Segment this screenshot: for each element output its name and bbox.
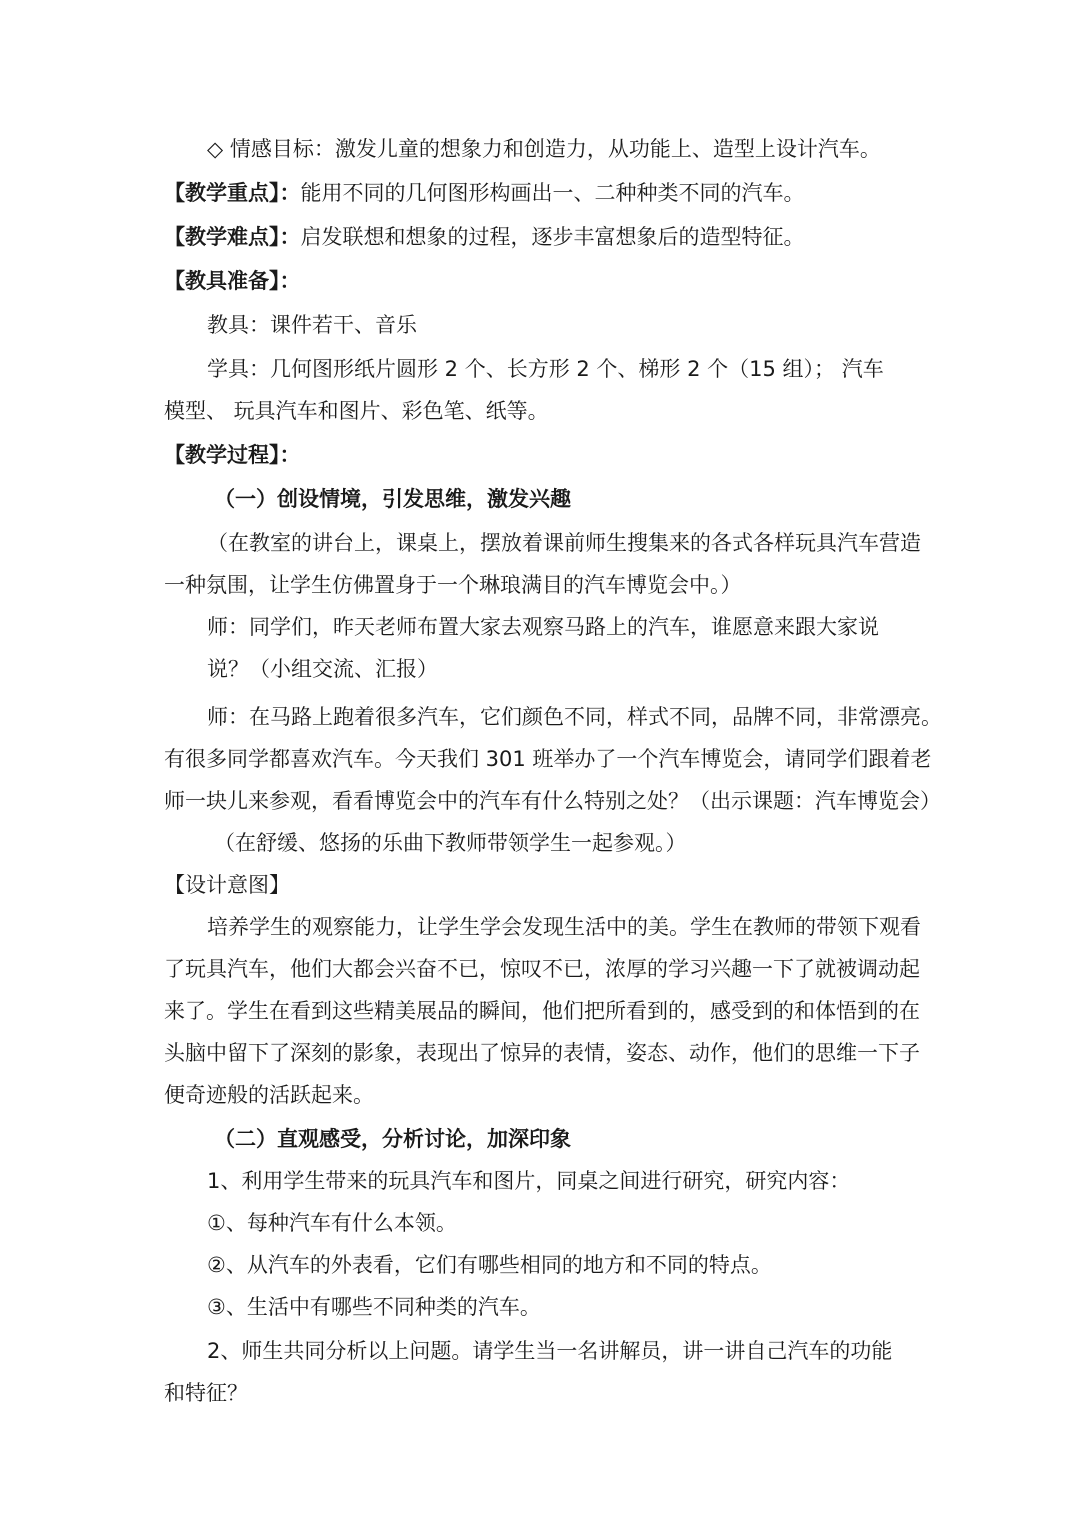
- s1-para4: （在舒缓、悠扬的乐曲下教师带领学生一起参观。）: [214, 831, 687, 855]
- difficulty-text: 启发联想和想象的过程，逐步丰富想象后的造型特征。: [300, 225, 805, 249]
- s2-question-2: ②、从汽车的外表看，它们有哪些相同的地方和不同的特点。: [207, 1253, 772, 1277]
- design-line-4: 头脑中留下了深刻的影象，表现出了惊异的表情，姿态、动作，他们的思维一下子: [164, 1041, 920, 1065]
- s1-para3-line2: 有很多同学都喜欢汽车。今天我们 301 班举办了一个汽车博览会，请同学们跟着老: [164, 747, 932, 771]
- s2-item2-line2: 和特征？: [164, 1381, 248, 1405]
- s2-item2-line1: 2、师生共同分析以上问题。请学生当一名讲解员，讲一讲自己汽车的功能: [207, 1339, 893, 1363]
- s1-para3-line1: 师：在马路上跑着很多汽车，它们颜色不同，样式不同，品牌不同，非常漂亮。: [207, 705, 942, 729]
- design-line-1: 培养学生的观察能力，让学生学会发现生活中的美。学生在教师的带领下观看: [207, 915, 921, 939]
- design-line-5: 便奇迹般的活跃起来。: [164, 1083, 374, 1107]
- s1-para3-line3: 师一块儿来参观，看看博览会中的汽车有什么特别之处？（出示课题：汽车博览会）: [164, 789, 941, 813]
- prep-label: 【教具准备】：: [164, 269, 301, 293]
- student-tools-line-1: 学具：几何图形纸片圆形 2 个、长方形 2 个、梯形 2 个（15 组）； 汽车: [207, 357, 884, 381]
- document-page: [164, 128, 944, 1414]
- key-point-label: 【教学重点】：: [164, 181, 301, 205]
- difficulty: [164, 216, 944, 258]
- s1-para1-line2: 一种氛围，让学生仿佛置身于一个琳琅满目的汽车博览会中。）: [164, 573, 742, 597]
- emotion-goal: ◇ 情感目标：激发儿童的想象力和创造力，从功能上、造型上设计汽车。: [207, 137, 881, 161]
- section-1-title: （一）创设情境，引发思维，激发兴趣: [214, 487, 571, 511]
- s1-para1-line1: （在教室的讲台上，课桌上，摆放着课前师生搜集来的各式各样玩具汽车营造: [207, 531, 921, 555]
- teacher-tools: 教具：课件若干、音乐: [207, 313, 417, 337]
- s1-para2-line1: 师：同学们，昨天老师布置大家去观察马路上的汽车，谁愿意来跟大家说: [207, 615, 879, 639]
- s2-question-1: ①、每种汽车有什么本领。: [207, 1211, 457, 1235]
- design-line-3: 来了。学生在看到这些精美展品的瞬间，他们把所看到的，感受到的和体悟到的在: [164, 999, 920, 1023]
- key-point: [164, 172, 944, 214]
- student-tools-line-2: 模型、 玩具汽车和图片、彩色笔、纸等。: [164, 399, 549, 423]
- process-label: 【教学过程】：: [164, 443, 301, 467]
- section-2-title: （二）直观感受，分析讨论，加深印象: [214, 1127, 571, 1151]
- key-point-text: 能用不同的几何图形构画出一、二种种类不同的汽车。: [300, 181, 805, 205]
- design-line-2: 了玩具汽车，他们大都会兴奋不已，惊叹不已，浓厚的学习兴趣一下了就被调动起: [164, 957, 920, 981]
- s2-item1: 1、利用学生带来的玩具汽车和图片，同桌之间进行研究，研究内容：: [207, 1169, 851, 1193]
- difficulty-label: 【教学难点】：: [164, 225, 301, 249]
- s1-para2-line2: 说？（小组交流、汇报）: [207, 657, 438, 681]
- s2-question-3: ③、生活中有哪些不同种类的汽车。: [207, 1295, 541, 1319]
- design-intent-label: 【设计意图】: [164, 873, 290, 897]
